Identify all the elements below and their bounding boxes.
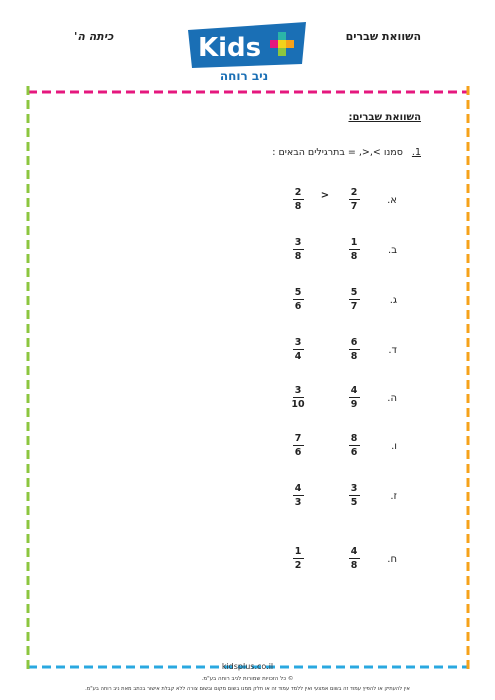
fraction-bar (349, 495, 360, 496)
logo-brand-text: Kids (198, 33, 262, 63)
fraction-bar (349, 558, 360, 559)
footer-copyright: © כל הזכויות שמורות לניב רוחה בע"מ. (201, 676, 294, 682)
fraction-bar (293, 349, 304, 350)
numerator: 1 (294, 546, 302, 557)
denominator: 4 (294, 351, 302, 362)
fraction-left (344, 187, 364, 212)
denominator: 6 (294, 301, 302, 312)
denominator: 5 (350, 497, 358, 508)
exercise-letter: ז. (390, 491, 397, 502)
fraction-right (288, 187, 308, 212)
numerator: 6 (350, 337, 358, 348)
exercise-letter: א. (387, 195, 397, 206)
numerator: 7 (294, 433, 302, 444)
fraction-left (344, 385, 364, 410)
exercise-letter: ג. (389, 295, 397, 306)
fraction-bar (349, 349, 360, 350)
question-number: 1. (411, 147, 421, 158)
question-1 (272, 147, 421, 158)
fraction-left (344, 546, 364, 571)
question-instruction: סמנו >,<, = בתרגילים הבאים : (272, 147, 403, 158)
numerator: 3 (294, 337, 302, 348)
fraction-bar (293, 495, 304, 496)
fraction-left (344, 433, 364, 458)
fraction-bar (349, 249, 360, 250)
numerator: 4 (294, 483, 302, 494)
denominator: 6 (294, 447, 302, 458)
numerator: 2 (294, 187, 302, 198)
exercise-letter: ו. (391, 441, 397, 452)
fraction-left (344, 337, 364, 362)
fraction-bar (349, 199, 360, 200)
denominator: 8 (294, 201, 302, 212)
fraction-left (344, 237, 364, 262)
numerator: 3 (294, 385, 302, 396)
fraction-right (288, 237, 308, 262)
denominator: 10 (291, 399, 305, 410)
denominator: 6 (350, 447, 358, 458)
exercise-letter: ד. (388, 345, 397, 356)
fraction-bar (349, 397, 360, 398)
denominator: 8 (350, 251, 358, 262)
footer-legal: אין להעתיק או להפיץ עמוד זה בשום אמצעי ואין ללמד עמוד זה או חלק ממנו בשום מקום ובשום צורה ללא קבלת אישור בכתב מאת ניב רוחה בע"מ. (85, 686, 410, 692)
denominator: 7 (350, 201, 358, 212)
fraction-bar (293, 249, 304, 250)
worksheet-topic: השוואת שברים (345, 30, 421, 43)
denominator: 9 (350, 399, 358, 410)
denominator: 2 (294, 560, 302, 571)
denominator: 8 (350, 351, 358, 362)
numerator: 5 (294, 287, 302, 298)
fraction-right (288, 483, 308, 508)
fraction-right (288, 546, 308, 571)
fraction-right (288, 385, 308, 410)
fraction-right (288, 337, 308, 362)
numerator: 3 (350, 483, 358, 494)
numerator: 4 (350, 546, 358, 557)
footer-url: kidsplus.co.il (221, 662, 274, 671)
fraction-bar (349, 299, 360, 300)
numerator: 8 (350, 433, 358, 444)
logo-sub-text: ניב רוחה (219, 69, 269, 82)
denominator: 8 (294, 251, 302, 262)
numerator: 2 (350, 187, 358, 198)
numerator: 5 (350, 287, 358, 298)
fraction-bar (293, 199, 304, 200)
denominator: 8 (350, 560, 358, 571)
section-title: השוואת שברים: (348, 112, 421, 123)
numerator: 4 (350, 385, 358, 396)
fraction-bar (293, 445, 304, 446)
fraction-bar (293, 558, 304, 559)
fraction-bar (293, 397, 304, 398)
fraction-left (344, 483, 364, 508)
fraction-bar (293, 299, 304, 300)
numerator: 1 (350, 237, 358, 248)
exercise-letter: ח. (387, 554, 397, 565)
denominator: 7 (350, 301, 358, 312)
numerator: 3 (294, 237, 302, 248)
fraction-left (344, 287, 364, 312)
exercise-letter: ב. (388, 245, 397, 256)
fraction-bar (349, 445, 360, 446)
comparison-sign[interactable]: > (320, 190, 330, 201)
fraction-right (288, 433, 308, 458)
grade-label: כיתה ה' (74, 30, 114, 43)
denominator: 3 (294, 497, 302, 508)
fraction-right (288, 287, 308, 312)
exercise-letter: ה. (387, 393, 397, 404)
